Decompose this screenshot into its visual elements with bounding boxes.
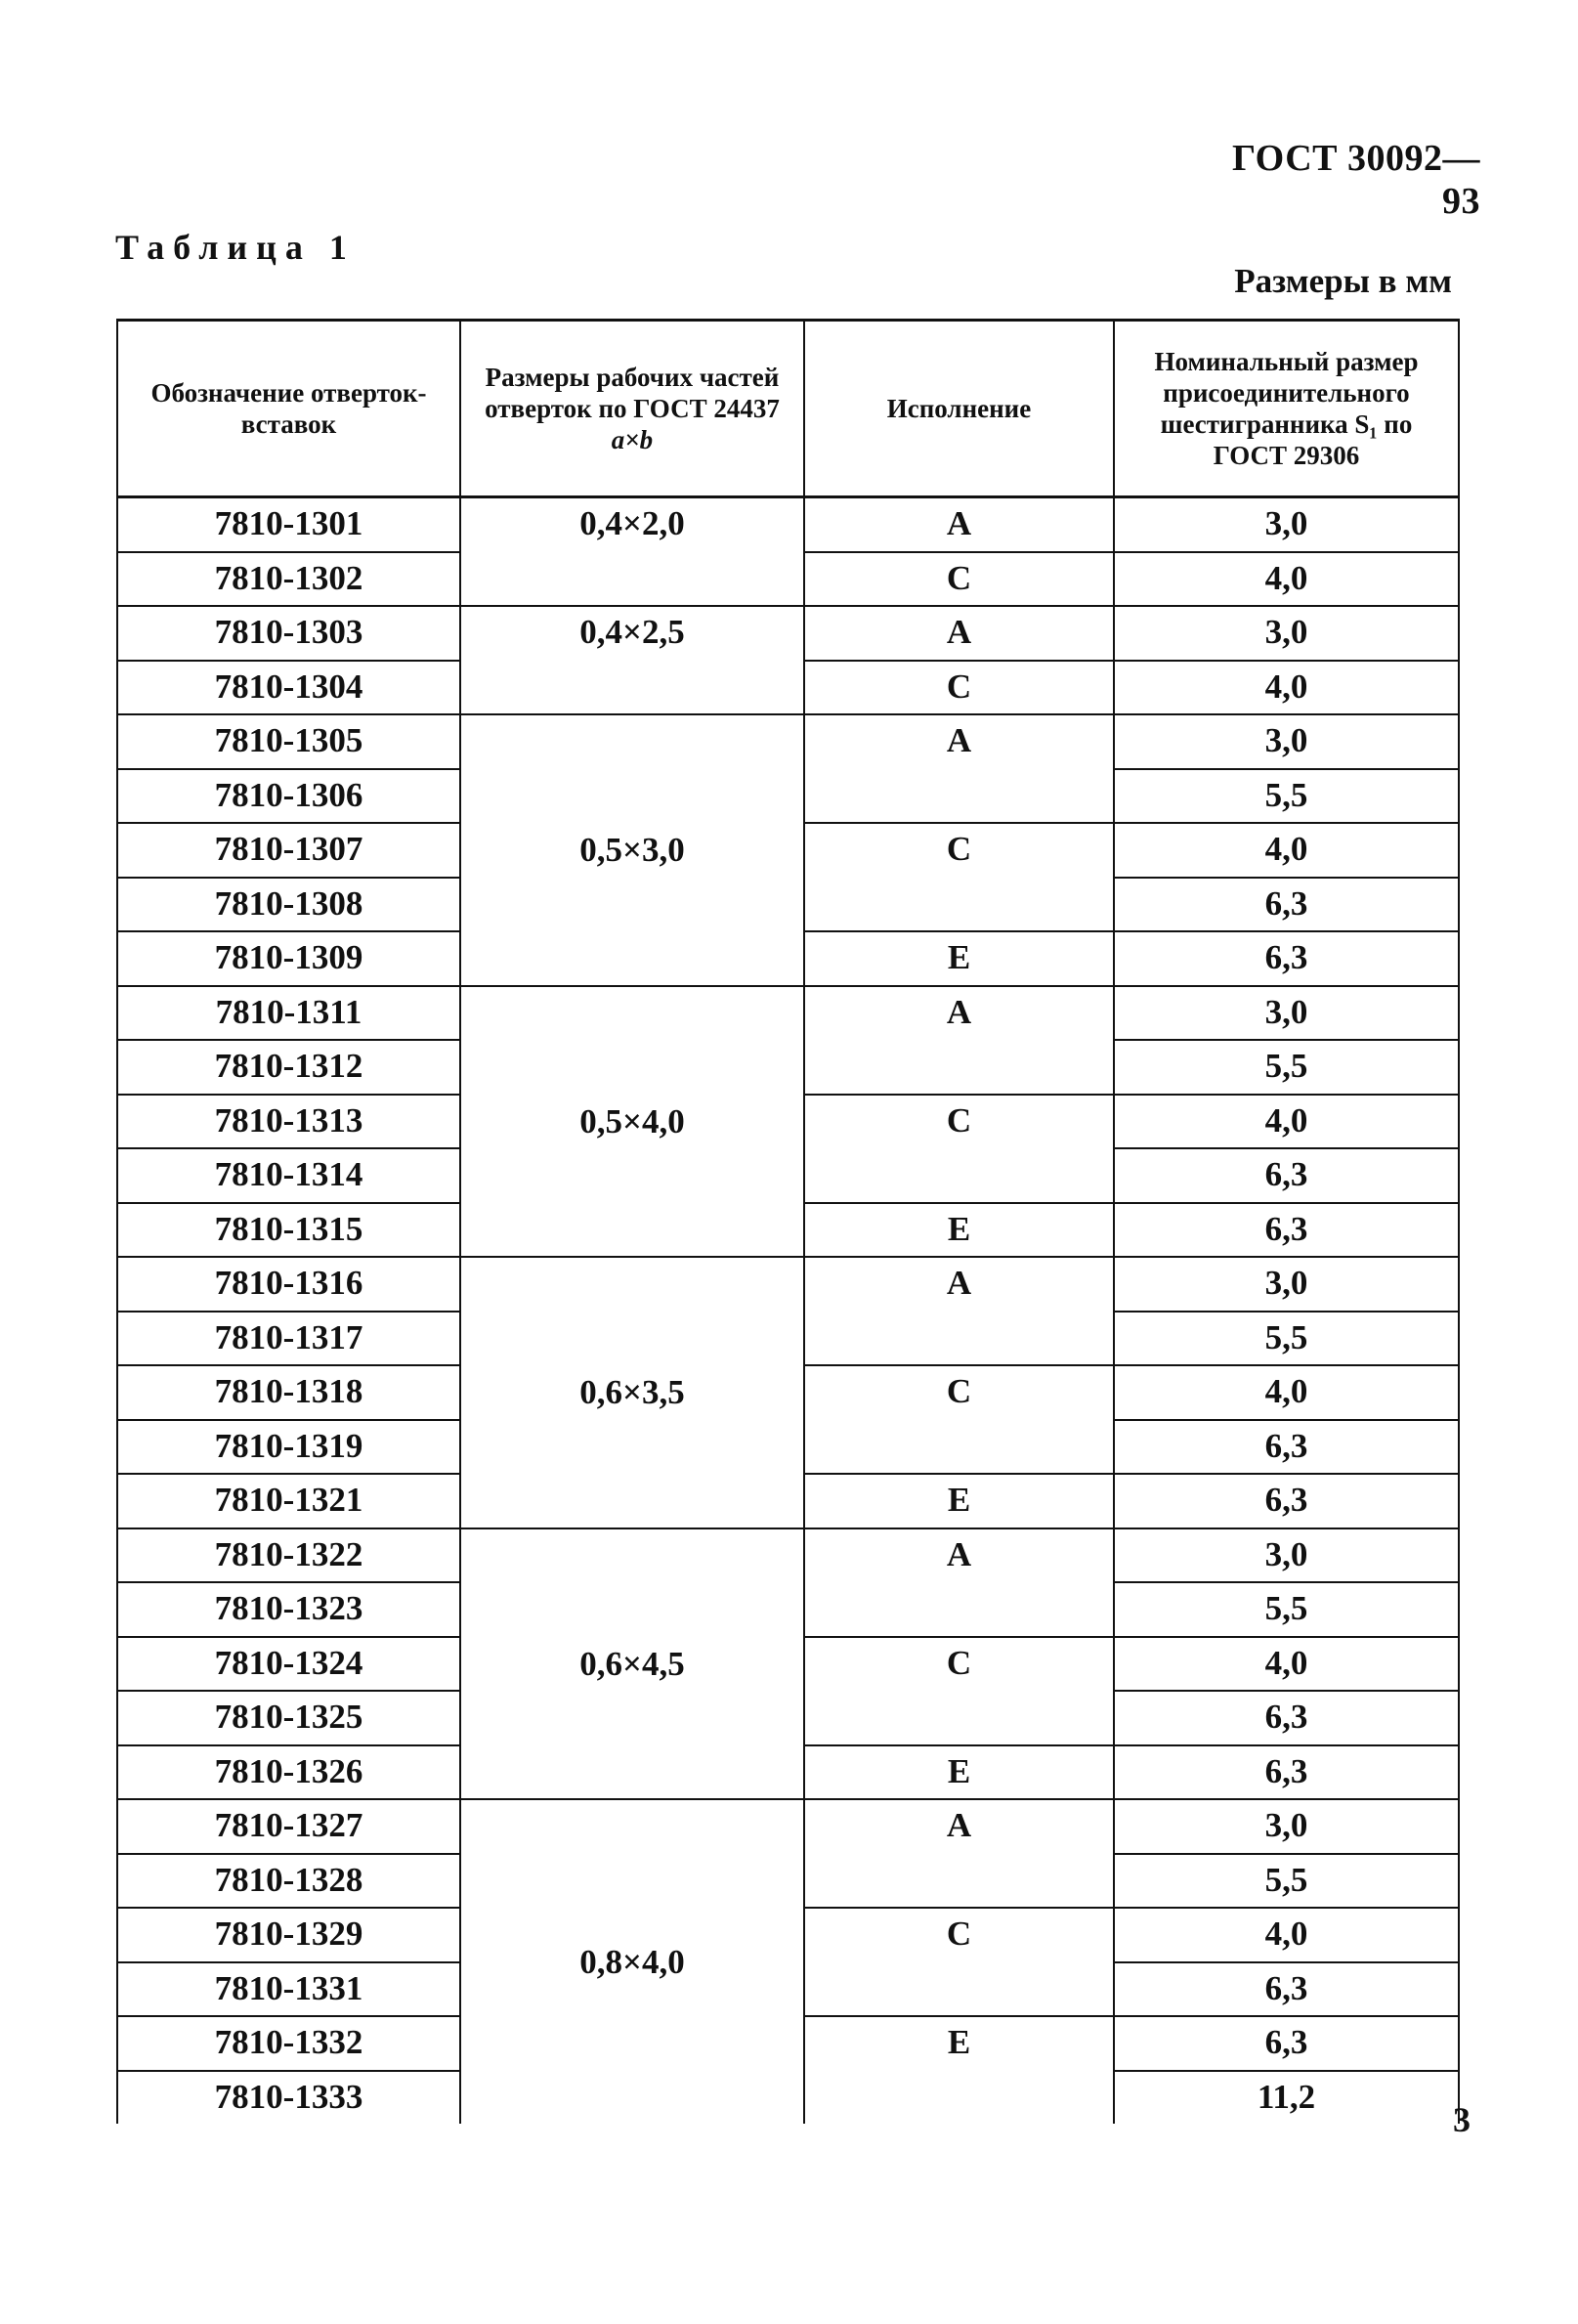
- version-cell: E: [804, 1745, 1114, 1800]
- designation-cell: 7810-1313: [117, 1095, 460, 1149]
- version-cell: C: [804, 661, 1114, 715]
- table-row: [117, 714, 1459, 769]
- spec-table: [116, 319, 1460, 2124]
- hex-size-cell: 6,3: [1114, 931, 1459, 986]
- hex-size-cell: 4,0: [1114, 823, 1459, 878]
- header-designation: Обозначение отверток-вставок: [117, 321, 460, 497]
- version-cell: A: [804, 1799, 1114, 1908]
- designation-cell: 7810-1326: [117, 1745, 460, 1800]
- hex-size-cell: 3,0: [1114, 714, 1459, 769]
- working-size-cell: 0,4×2,0: [460, 497, 804, 607]
- hex-size-cell: 6,3: [1114, 1203, 1459, 1258]
- table-body: [117, 497, 1459, 2125]
- table-row: [117, 1799, 1459, 1854]
- table-row: [117, 986, 1459, 1041]
- designation-cell: 7810-1312: [117, 1040, 460, 1095]
- version-cell: A: [804, 714, 1114, 823]
- header-working-size-var: a×b: [611, 425, 654, 454]
- designation-cell: 7810-1301: [117, 497, 460, 552]
- hex-size-cell: 5,5: [1114, 1312, 1459, 1366]
- hex-size-cell: 3,0: [1114, 606, 1459, 661]
- designation-cell: 7810-1308: [117, 878, 460, 932]
- hex-size-cell: 4,0: [1114, 1365, 1459, 1420]
- hex-size-cell: 5,5: [1114, 1582, 1459, 1637]
- version-cell: C: [804, 823, 1114, 931]
- designation-cell: 7810-1304: [117, 661, 460, 715]
- hex-size-cell: 6,3: [1114, 878, 1459, 932]
- hex-size-cell: 3,0: [1114, 1528, 1459, 1583]
- designation-cell: 7810-1314: [117, 1148, 460, 1203]
- designation-cell: 7810-1325: [117, 1691, 460, 1745]
- designation-cell: 7810-1316: [117, 1257, 460, 1312]
- header-version: Исполнение: [804, 321, 1114, 497]
- version-cell: C: [804, 1637, 1114, 1745]
- hex-size-cell: 4,0: [1114, 661, 1459, 715]
- hex-size-cell: 4,0: [1114, 552, 1459, 607]
- hex-size-cell: 3,0: [1114, 497, 1459, 552]
- designation-cell: 7810-1303: [117, 606, 460, 661]
- designation-cell: 7810-1327: [117, 1799, 460, 1854]
- hex-size-cell: 11,2: [1114, 2071, 1459, 2125]
- table-row: [117, 1528, 1459, 1583]
- version-cell: A: [804, 986, 1114, 1095]
- hex-size-cell: 6,3: [1114, 2016, 1459, 2071]
- working-size-cell: 0,5×3,0: [460, 714, 804, 986]
- header-working-size-text: Размеры рабочих частей отверток по ГОСТ 24437: [485, 363, 780, 423]
- hex-size-cell: 6,3: [1114, 1691, 1459, 1745]
- version-cell: E: [804, 1203, 1114, 1258]
- version-cell: C: [804, 1908, 1114, 2016]
- designation-cell: 7810-1302: [117, 552, 460, 607]
- hex-size-cell: 3,0: [1114, 1257, 1459, 1312]
- version-cell: C: [804, 1095, 1114, 1203]
- hex-size-cell: 5,5: [1114, 1040, 1459, 1095]
- version-cell: A: [804, 1257, 1114, 1365]
- designation-cell: 7810-1315: [117, 1203, 460, 1258]
- header-hex-size: Номинальный размер присоединительного шестигранника S₁ по ГОСТ 29306: [1114, 321, 1459, 497]
- header-working-size: [460, 321, 804, 497]
- designation-cell: 7810-1319: [117, 1420, 460, 1475]
- hex-size-cell: 6,3: [1114, 1745, 1459, 1800]
- designation-cell: 7810-1317: [117, 1312, 460, 1366]
- hex-size-cell: 5,5: [1114, 769, 1459, 824]
- designation-cell: 7810-1306: [117, 769, 460, 824]
- designation-cell: 7810-1307: [117, 823, 460, 878]
- table-title: Таблица 1: [115, 228, 356, 267]
- hex-size-cell: 4,0: [1114, 1637, 1459, 1692]
- designation-cell: 7810-1311: [117, 986, 460, 1041]
- version-cell: A: [804, 1528, 1114, 1637]
- hex-size-cell: 3,0: [1114, 1799, 1459, 1854]
- page-number: 3: [1453, 2100, 1471, 2139]
- designation-cell: 7810-1309: [117, 931, 460, 986]
- designation-cell: 7810-1328: [117, 1854, 460, 1909]
- table-row: [117, 606, 1459, 661]
- working-size-cell: 0,5×4,0: [460, 986, 804, 1258]
- version-cell: A: [804, 497, 1114, 552]
- standard-code: ГОСТ 30092—93: [1231, 138, 1480, 222]
- designation-cell: 7810-1321: [117, 1474, 460, 1528]
- hex-size-cell: 6,3: [1114, 1962, 1459, 2017]
- table-row: [117, 1257, 1459, 1312]
- table-row: [117, 497, 1459, 552]
- designation-cell: 7810-1323: [117, 1582, 460, 1637]
- hex-size-cell: 4,0: [1114, 1095, 1459, 1149]
- hex-size-cell: 5,5: [1114, 1854, 1459, 1909]
- working-size-cell: 0,8×4,0: [460, 1799, 804, 2124]
- version-cell: E: [804, 1474, 1114, 1528]
- designation-cell: 7810-1329: [117, 1908, 460, 1962]
- designation-cell: 7810-1318: [117, 1365, 460, 1420]
- units-note: Размеры в мм: [1234, 262, 1452, 300]
- designation-cell: 7810-1305: [117, 714, 460, 769]
- hex-size-cell: 3,0: [1114, 986, 1459, 1041]
- working-size-cell: 0,4×2,5: [460, 606, 804, 714]
- version-cell: E: [804, 2016, 1114, 2124]
- hex-size-cell: 4,0: [1114, 1908, 1459, 1962]
- working-size-cell: 0,6×4,5: [460, 1528, 804, 1800]
- hex-size-cell: 6,3: [1114, 1474, 1459, 1528]
- hex-size-cell: 6,3: [1114, 1420, 1459, 1475]
- working-size-cell: 0,6×3,5: [460, 1257, 804, 1528]
- version-cell: C: [804, 552, 1114, 607]
- table-header-row: [117, 321, 1459, 497]
- designation-cell: 7810-1332: [117, 2016, 460, 2071]
- designation-cell: 7810-1333: [117, 2071, 460, 2125]
- version-cell: C: [804, 1365, 1114, 1474]
- designation-cell: 7810-1324: [117, 1637, 460, 1692]
- hex-size-cell: 6,3: [1114, 1148, 1459, 1203]
- version-cell: A: [804, 606, 1114, 661]
- designation-cell: 7810-1331: [117, 1962, 460, 2017]
- version-cell: E: [804, 931, 1114, 986]
- designation-cell: 7810-1322: [117, 1528, 460, 1583]
